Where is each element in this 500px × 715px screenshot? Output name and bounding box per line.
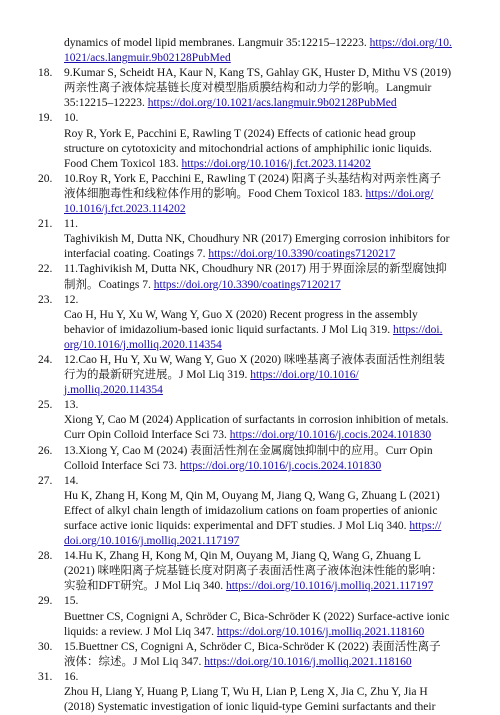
doi-link[interactable]: doi.org/10.1016/j.molliq.2021.117197 [64,535,240,548]
reference-line [64,217,468,232]
reference-line [64,293,468,308]
reference-text [64,262,468,292]
reference-number: 30. [38,640,53,653]
reference-entry [38,111,468,171]
reference-line [64,444,468,459]
citation-text: 12. [64,293,79,306]
reference-line [64,127,468,142]
reference-entry [38,293,468,353]
citation-text: Cao H, Hu Y, Xu W, Wang Y, Guo X (2020) Recent progress in the assembly [64,308,418,321]
reference-number: 22. [38,263,53,276]
citation-text: 制剂。Coatings 7. [64,278,154,291]
reference-number: 19. [38,112,53,125]
reference-line [64,308,468,323]
reference-number: 23. [38,293,53,306]
reference-text [64,640,468,670]
reference-line [64,534,468,549]
doi-link[interactable]: https://doi.org/10.1016/j.fct.2023.114202 [181,157,371,170]
reference-line [64,579,468,594]
reference-line [64,353,468,368]
citation-text: 14. [64,474,79,487]
reference-number: 18. [38,67,53,80]
reference-entry [38,594,468,639]
citation-text: 两亲性离子液体烷基链长度对模型脂质膜结构和动力学的影响。Langmuir [64,82,432,95]
citation-text: Colloid Interface Sci 73. [64,459,180,472]
reference-line [64,278,468,293]
reference-text [64,398,468,443]
reference-line [64,111,468,126]
reference-number: 24. [38,353,53,366]
reference-line [64,610,468,625]
doi-link[interactable]: https://doi.org/10.1016/j.cocis.2024.101830 [179,459,382,472]
citation-text: 10. [64,112,79,125]
reference-text [64,66,468,111]
citation-text: structure on cytotoxicity and mitochondrial actions of amphiphilic ionic liquids. [64,142,432,155]
citation-text: 13. [64,399,79,412]
reference-line [64,142,468,157]
citation-text: (2018) Systematic investigation of ionic liquid-type Gemini surfactants and their [64,701,436,714]
reference-number: 27. [38,474,53,487]
reference-number: 28. [38,550,53,563]
reference-entry [38,444,468,474]
citation-text: Xiong Y, Cao M (2024) Application of surfactants in corrosion inhibition of metals. [64,414,449,427]
reference-entry [38,353,468,398]
reference-text [64,36,468,66]
reference-line [64,504,468,519]
doi-link[interactable]: https://doi.org/10.1016/j.molliq.2021.117197 [225,580,434,593]
doi-link[interactable]: j.molliq.2020.114354 [64,384,163,397]
reference-line [64,519,468,534]
reference-line [64,655,468,670]
reference-entry [38,66,468,111]
reference-line [64,700,468,715]
reference-list [38,36,468,715]
citation-text: 10.Roy R, York E, Pacchini E, Rawling T (2024) 阳离子头基结构对两亲性离子 [64,172,442,185]
reference-line [64,564,468,579]
reference-line [64,383,468,398]
reference-line [64,549,468,564]
reference-line [64,172,468,187]
reference-line [64,474,468,489]
citation-text: liquids: a review. J Mol Liq 347. [64,625,217,638]
reference-text [64,172,468,217]
citation-text: behavior of imidazolium-based ionic liquid surfactants. J Mol Liq 319. [64,323,393,336]
doi-link[interactable]: https://doi.org/ [365,187,434,200]
reference-text [64,594,468,639]
reference-number: 29. [38,595,53,608]
reference-line [64,428,468,443]
reference-text [64,670,468,715]
reference-entry [38,172,468,217]
reference-line [64,368,468,383]
doi-link[interactable]: https://doi. [392,323,443,336]
citation-text: 13.Xiong Y, Cao M (2024) 表面活性剂在金属腐蚀抑制中的应用。Curr Opin [64,444,433,457]
citation-text: Roy R, York E, Pacchini E, Rawling T (2024) Effects of cationic head group [64,127,416,140]
citation-text: Zhou H, Liang Y, Huang P, Liang T, Wu H, Lian P, Leng X, Jia C, Zhu Y, Jia H [64,686,428,699]
reference-entry [38,262,468,292]
citation-text: 9.Kumar S, Scheidt HA, Kaur N, Kang TS, Gahlay GK, Huster D, Mithu VS (2019) [64,67,452,80]
citation-text: 液体：综述。J Mol Liq 347. [64,655,205,668]
doi-link[interactable]: https://doi.org/10.1016/j.molliq.2021.118160 [216,625,425,638]
reference-entry [38,398,468,443]
reference-line [64,323,468,338]
citation-text: surface active ionic liquids: experimental and DFT studies. J Mol Liq 340. [64,520,410,532]
doi-link[interactable]: https://doi.org/10.1016/j.cocis.2024.101830 [229,429,432,442]
citation-text: dynamics of model lipid membranes. Langmuir 35:12215–12223. [64,37,370,49]
reference-text [64,549,468,594]
reference-line [64,685,468,700]
citation-text: 35:12215–12223. [64,97,148,110]
reference-text [64,217,468,262]
doi-link[interactable]: https://doi.org/10.1021/acs.langmuir.9b02128PubMed [147,97,397,110]
doi-link[interactable]: https:// [409,520,442,532]
citation-text: Taghivikish M, Dutta NK, Choudhury NR (2017) Emerging corrosion inhibitors for [64,233,450,246]
reference-entry [38,549,468,594]
reference-line [64,202,468,217]
citation-text: Food Chem Toxicol 183. [64,157,182,170]
citation-text: 11.Taghivikish M, Dutta NK, Choudhury NR (2017) 用于界面涂层的新型腐蚀抑 [64,263,447,276]
reference-line [64,36,468,51]
citation-text: 15. [64,595,79,608]
citation-text: (2021) 咪唑阳离子烷基链长度对阴离子表面活性离子液体泡沫性能的影响： [64,565,443,578]
reference-number: 31. [38,670,53,683]
doi-link[interactable]: 10.1016/j.fct.2023.114202 [64,203,186,216]
citation-text: interfacial coating. Coatings 7. [64,248,209,261]
reference-line [64,247,468,262]
doi-link[interactable]: https://doi.org/10.1016/j.molliq.2021.118160 [204,655,412,668]
citation-text: Effect of alkyl chain length of imidazolium cations on foam properties of anionic [64,504,438,517]
reference-text [64,474,468,549]
reference-text [64,293,468,353]
citation-text: Buettner CS, Cognigni A, Schröder C, Bica-Schröder K (2022) Surface-active ionic [64,610,450,623]
doi-link[interactable]: https://doi.org/10. [369,37,452,49]
reference-line [64,262,468,277]
reference-entry [38,474,468,549]
reference-entry [38,670,468,715]
doi-link[interactable]: https://doi.org/10.3390/coatings7120217 [208,248,396,261]
reference-text [64,444,468,474]
reference-number: 26. [38,444,53,457]
citation-text: 实验和DFT研究。J Mol Liq 340. [64,580,226,593]
reference-line [64,338,468,353]
reference-entry [38,36,468,66]
reference-number: 21. [38,218,53,231]
reference-line [64,81,468,96]
reference-line [64,625,468,640]
doi-link[interactable]: https://doi.org/10.1016/ [250,369,359,382]
reference-line [64,187,468,202]
citation-text: 液体细胞毒性和线粒体作用的影响。Food Chem Toxicol 183. [64,187,366,200]
reference-line [64,66,468,81]
reference-line [64,640,468,655]
reference-line [64,489,468,504]
doi-link[interactable]: https://doi.org/10.3390/coatings7120217 [153,278,341,291]
reference-entry [38,217,468,262]
citation-text: 14.Hu K, Zhang H, Kong M, Qin M, Ouyang M, Jiang Q, Wang G, Zhuang L [64,550,421,563]
reference-line [64,670,468,685]
citation-text: 行为的最新研究进展。J Mol Liq 319. [64,369,251,382]
citation-text: 15.Buettner CS, Cognigni A, Schröder C, Bica-Schröder K (2022) 表面活性离子 [64,640,441,653]
doi-link[interactable]: org/10.1016/j.molliq.2020.114354 [64,338,222,351]
doi-link[interactable]: 1021/acs.langmuir.9b02128PubMed [64,52,231,65]
citation-text: 12.Cao H, Hu Y, Xu W, Wang Y, Guo X (2020) 咪唑基离子液体表面活性剂组装 [64,353,445,366]
citation-text: Hu K, Zhang H, Kong M, Qin M, Ouyang M, Jiang Q, Wang G, Zhuang L (2021) [64,489,440,502]
reference-line [64,594,468,609]
reference-line [64,459,468,474]
reference-line [64,413,468,428]
reference-text [64,353,468,398]
citation-text: 11. [64,218,78,231]
reference-number: 20. [38,172,53,185]
reference-line [64,51,468,66]
reference-entry [38,640,468,670]
reference-line [64,96,468,111]
reference-line [64,398,468,413]
reference-number: 25. [38,399,53,412]
reference-line [64,232,468,247]
citation-text: 16. [64,670,79,683]
reference-line [64,157,468,172]
citation-text: Curr Opin Colloid Interface Sci 73. [64,429,230,442]
reference-text [64,111,468,171]
